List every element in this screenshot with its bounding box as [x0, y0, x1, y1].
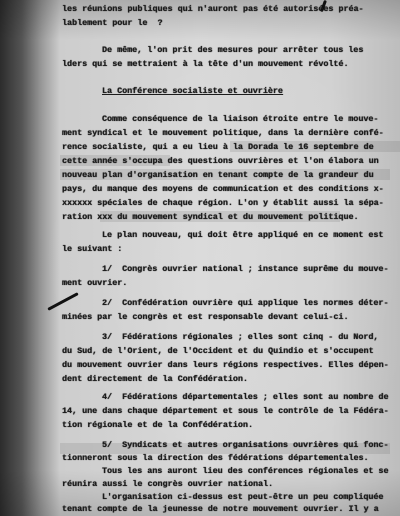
text-line: lders qui se mettraient à la tête d'un mouvement révolté.: [62, 59, 349, 69]
text-line: 14, une dans chaque département et sous le contrôle de la Fédéra-: [62, 406, 389, 416]
text-line: rence socialiste, qui a eu lieu à la Dorada le 16 septembre de: [62, 142, 374, 152]
text-line: xxxxxx spéciales de chaque région. L'on y établit aussi la sépa-: [62, 198, 384, 208]
text-line: cette année s'occupa des questions ouvrières et l'on élabora un: [62, 156, 379, 166]
list-item-5: 5/ Syndicats et autres organisations ouvrières qui fonc-: [102, 440, 389, 450]
text-line: lablement pour le ?: [62, 18, 163, 28]
text-line: les réunions publiques qui n'auront pas été autorisées préa-: [62, 4, 364, 14]
text-line: nouveau plan d'organisation en tenant compte de la grandeur du: [62, 170, 374, 180]
text-line: du Sud, de l'Orient, de l'Occident et du Quindio et s'occupent: [62, 346, 374, 356]
text-line: réunira aussi le congrès ouvrier national.: [62, 479, 274, 489]
text-line: L'organisation ci-dessus est peut-être un peu compliquée: [102, 492, 384, 502]
text-line: ment ouvrier.: [62, 278, 128, 288]
text-line: Le plan nouveau, qui doit être appliqué en ce moment est: [102, 230, 384, 240]
text-line: tionneront sous la direction des fédérations départementales.: [62, 453, 369, 463]
text-line: tenant compte de la jeunesse de notre mouvement ouvrier. Il y a: [62, 504, 379, 514]
list-item-4: 4/ Fédérations départementales ; elles sont au nombre de: [102, 392, 389, 402]
text-line: le suivant :: [62, 244, 123, 254]
text-line: dent directement de la Confédération.: [62, 374, 248, 384]
text-line: tion régionale et de la Confédération.: [62, 420, 253, 430]
list-item-1: 1/ Congrès ouvrier national ; instance suprême du mouve-: [102, 264, 389, 274]
text-line: Tous les ans auront lieu des conférences régionales et se: [102, 466, 389, 476]
list-item-3: 3/ Fédérations régionales ; elles sont cinq - du Nord,: [102, 332, 379, 342]
text-line: ment syndical et le mouvement politique, dans la dernière confé-: [62, 128, 384, 138]
text-line: Comme conséquence de la liaison étroite entre le mouve-: [102, 114, 379, 124]
text-line: minées par le congrès et est responsable devant celui-ci.: [62, 312, 349, 322]
text-line: du mouvement ouvrier dans leurs régions respectives. Elles dépen-: [62, 360, 389, 370]
section-heading: La Conférence socialiste et ouvrière: [102, 86, 283, 96]
pen-stroke-mark: [47, 292, 78, 311]
list-item-2: 2/ Confédération ouvrière qui applique les normes déter-: [102, 298, 389, 308]
text-line: pays, du manque des moyens de communication et des conditions x-: [62, 184, 384, 194]
text-line: De même, l'on prit des mesures pour arrêter tous les: [102, 45, 364, 55]
text-line: ration xxx du mouvement syndical et du mouvement politique.: [62, 212, 359, 222]
